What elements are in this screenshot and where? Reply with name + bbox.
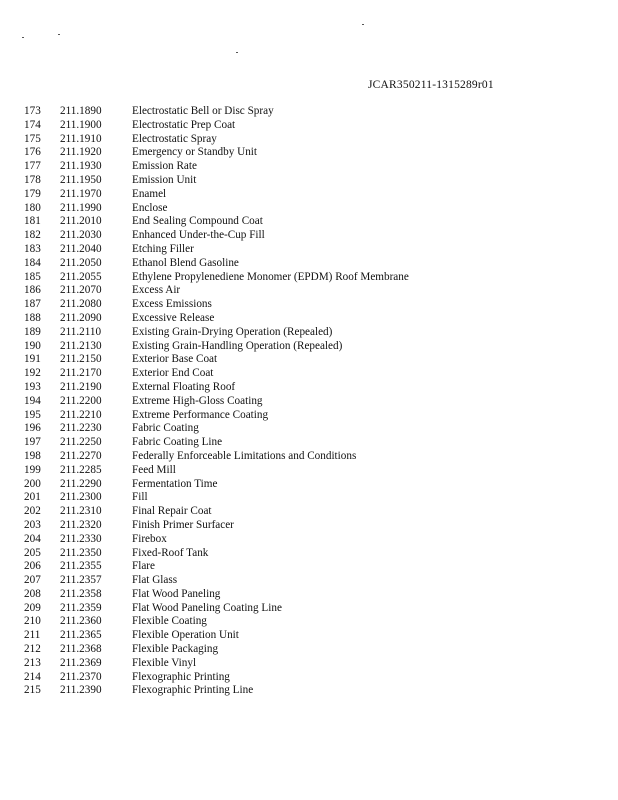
- section-number: 211.2130: [60, 339, 102, 352]
- definition-title: End Sealing Compound Coat: [132, 215, 263, 228]
- definition-title: Fill: [132, 491, 148, 504]
- definition-title: Flexible Vinyl: [132, 656, 197, 669]
- row-number: 213: [24, 656, 41, 669]
- definition-title: Existing Grain-Drying Operation (Repealed): [132, 325, 333, 338]
- row-number: 188: [24, 311, 41, 324]
- section-number: 211.2285: [60, 463, 102, 476]
- row-number: 184: [24, 256, 41, 269]
- definition-title: Fabric Coating Line: [132, 436, 223, 449]
- document-code: JCAR350211-1315289r01: [368, 79, 494, 91]
- definition-title: Etching Filler: [132, 242, 194, 255]
- section-number: 211.1950: [60, 173, 102, 186]
- definition-title: Flexible Coating: [132, 615, 207, 628]
- section-number: 211.2110: [60, 325, 102, 338]
- row-number: 197: [24, 436, 41, 449]
- definition-title: Electrostatic Spray: [132, 132, 217, 145]
- section-number: 211.1990: [60, 201, 102, 214]
- row-number: 177: [24, 160, 41, 173]
- definition-title: Emission Rate: [132, 160, 197, 173]
- row-number: 212: [24, 643, 41, 656]
- definition-title: Enamel: [132, 187, 167, 200]
- section-number: 211.2355: [60, 560, 102, 573]
- section-number: 211.2090: [60, 311, 102, 324]
- definition-title: Extreme High-Gloss Coating: [132, 394, 263, 407]
- section-number: 211.2330: [60, 532, 102, 545]
- section-number: 211.2070: [60, 284, 102, 297]
- row-number: 179: [24, 187, 41, 200]
- row-number: 189: [24, 325, 41, 338]
- row-number: 191: [24, 353, 41, 366]
- section-number: 211.2030: [60, 229, 102, 242]
- scan-speck: [236, 52, 238, 53]
- definition-title: Flat Wood Paneling Coating Line: [132, 601, 282, 614]
- scan-speck: [22, 37, 24, 38]
- section-number: 211.1890: [60, 105, 102, 117]
- definition-title: Feed Mill: [132, 463, 176, 476]
- section-number: 211.2250: [60, 436, 102, 449]
- row-number: 185: [24, 270, 41, 283]
- section-number: 211.2368: [60, 643, 102, 656]
- definition-title: Exterior End Coat: [132, 367, 214, 380]
- section-number: 211.1900: [60, 118, 102, 131]
- row-number: 202: [24, 505, 41, 518]
- row-number: 186: [24, 284, 41, 297]
- row-number: 198: [24, 449, 41, 462]
- row-number: 182: [24, 229, 41, 242]
- section-number: 211.1930: [60, 160, 102, 173]
- definition-title: Fermentation Time: [132, 477, 218, 490]
- section-number: 211.2350: [60, 546, 102, 559]
- section-number: 211.2360: [60, 615, 102, 628]
- scan-speck: [362, 24, 364, 25]
- definition-title: Flexographic Printing Line: [132, 684, 254, 697]
- section-number: 211.2358: [60, 587, 102, 600]
- definition-title: Ethanol Blend Gasoline: [132, 256, 239, 269]
- definition-title: Fixed-Roof Tank: [132, 546, 209, 559]
- definition-title: Fabric Coating: [132, 422, 199, 435]
- section-number: 211.1970: [60, 187, 102, 200]
- definition-title: Firebox: [132, 532, 167, 545]
- section-number: 211.2365: [60, 629, 102, 642]
- section-number: 211.2390: [60, 684, 102, 697]
- row-number: 214: [24, 670, 41, 683]
- section-number: 211.2080: [60, 298, 102, 311]
- section-number: 211.1910: [60, 132, 102, 145]
- section-number: 211.2210: [60, 408, 102, 421]
- row-number: 204: [24, 532, 41, 545]
- definition-title: Excess Air: [132, 284, 181, 297]
- definition-title: Excess Emissions: [132, 298, 212, 311]
- row-number: 206: [24, 560, 41, 573]
- section-number: 211.2357: [60, 574, 102, 587]
- section-number: 211.2369: [60, 656, 102, 669]
- row-number: 174: [24, 118, 41, 131]
- row-number: 187: [24, 298, 41, 311]
- section-number: 211.2170: [60, 367, 102, 380]
- definition-title: Flexible Packaging: [132, 643, 219, 656]
- definition-title: Electrostatic Prep Coat: [132, 118, 236, 131]
- definition-title: Flexographic Printing: [132, 670, 230, 683]
- definition-title: External Floating Roof: [132, 380, 236, 393]
- row-number: 183: [24, 242, 41, 255]
- row-number: 195: [24, 408, 41, 421]
- definition-title: Enhanced Under-the-Cup Fill: [132, 229, 265, 242]
- row-number: 193: [24, 380, 41, 393]
- definition-title: Finish Primer Surfacer: [132, 518, 234, 531]
- row-number: 199: [24, 463, 41, 476]
- section-number: 211.2230: [60, 422, 102, 435]
- section-number: 211.2290: [60, 477, 102, 490]
- section-number: 211.1920: [60, 146, 102, 159]
- row-number: 196: [24, 422, 41, 435]
- row-number: 208: [24, 587, 41, 600]
- definition-title: Flat Wood Paneling: [132, 587, 221, 600]
- section-number: 211.2320: [60, 518, 102, 531]
- row-number: 173: [24, 105, 41, 117]
- row-number: 194: [24, 394, 41, 407]
- scan-speck: [58, 34, 60, 35]
- section-number: 211.2055: [60, 270, 102, 283]
- row-number: 205: [24, 546, 41, 559]
- section-number: 211.2310: [60, 505, 102, 518]
- row-number: 215: [24, 684, 41, 697]
- definition-title: Ethylene Propylenediene Monomer (EPDM) Roof Membrane: [132, 270, 409, 283]
- row-number: 190: [24, 339, 41, 352]
- definition-title: Flat Glass: [132, 574, 178, 587]
- row-number: 203: [24, 518, 41, 531]
- row-number: 211: [24, 629, 41, 642]
- section-number: 211.2150: [60, 353, 102, 366]
- definition-title: Emergency or Standby Unit: [132, 146, 258, 159]
- definition-title: Electrostatic Bell or Disc Spray: [132, 105, 274, 117]
- section-number: 211.2190: [60, 380, 102, 393]
- definition-title: Exterior Base Coat: [132, 353, 218, 366]
- section-number: 211.2200: [60, 394, 102, 407]
- definition-title: Enclose: [132, 201, 168, 214]
- row-number: 180: [24, 201, 41, 214]
- definition-title: Final Repair Coat: [132, 505, 212, 518]
- row-number: 175: [24, 132, 41, 145]
- definition-title: Excessive Release: [132, 311, 215, 324]
- definition-title: Emission Unit: [132, 173, 197, 186]
- row-number: 192: [24, 367, 41, 380]
- definition-title: Flexible Operation Unit: [132, 629, 239, 642]
- section-number: 211.2370: [60, 670, 102, 683]
- row-number: 181: [24, 215, 41, 228]
- definition-title: Existing Grain-Handling Operation (Repealed): [132, 339, 343, 352]
- row-number: 178: [24, 173, 41, 186]
- section-number: 211.2010: [60, 215, 102, 228]
- section-number: 211.2270: [60, 449, 102, 462]
- definition-title: Flare: [132, 560, 155, 573]
- section-number: 211.2040: [60, 242, 102, 255]
- definition-title: Federally Enforceable Limitations and Conditions: [132, 449, 357, 462]
- row-number: 176: [24, 146, 41, 159]
- row-number: 207: [24, 574, 41, 587]
- section-number: 211.2300: [60, 491, 102, 504]
- row-number: 210: [24, 615, 41, 628]
- section-number: 211.2359: [60, 601, 102, 614]
- row-number: 201: [24, 491, 41, 504]
- section-number: 211.2050: [60, 256, 102, 269]
- definition-title: Extreme Performance Coating: [132, 408, 269, 421]
- row-number: 209: [24, 601, 41, 614]
- row-number: 200: [24, 477, 41, 490]
